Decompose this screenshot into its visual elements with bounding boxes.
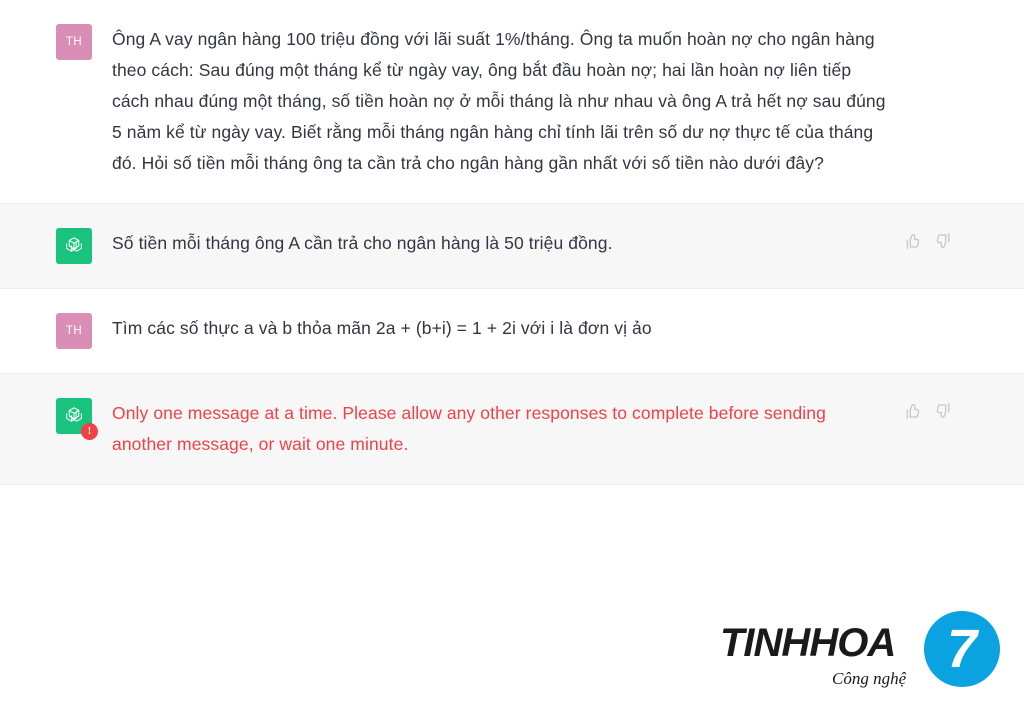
avatar-container: [0, 313, 112, 349]
message-body: [112, 228, 902, 259]
thumbs-down-icon[interactable]: [936, 402, 954, 420]
message-row-assistant-error: [0, 373, 1024, 485]
message-text: Tìm các số thực a và b thỏa mãn 2a + (b+i) = 1 + 2i với i là đơn vị ảo: [112, 318, 652, 338]
message-row-user: [0, 0, 1024, 203]
message-row-user: [0, 289, 1024, 373]
avatar-user: [56, 24, 92, 60]
feedback-actions: [902, 228, 1002, 250]
avatar-container: [0, 398, 112, 437]
message-text: Ông A vay ngân hàng 100 triệu đồng với lãi suất 1%/tháng. Ông ta muốn hoàn nợ cho ngân hàng theo cách: Sau đúng một tháng kể từ ngày vay, ông bắt đầu hoàn nợ; hai lần hoàn nợ liên tiếp cách nhau đúng một tháng, số tiền hoàn nợ ở mỗi tháng là như nhau và ông A trả hết nợ sau đúng 5 năm kể từ ngày vay. Biết rằng mỗi tháng ngân hàng chỉ tính lãi trên số dư nợ thực tế của tháng đó. Hỏi số tiền mỗi tháng ông ta cần trả cho ngân hàng gần nhất với số tiền nào dưới đây?: [112, 29, 886, 173]
message-body: [112, 24, 902, 179]
watermark: [710, 607, 1010, 697]
avatar-container: [0, 24, 112, 60]
avatar-initials: TH: [65, 325, 83, 337]
error-message-text: Only one message at a time. Please allow any other responses to complete before sending another message, or wait one minute.: [112, 403, 826, 454]
feedback-actions: [902, 398, 1002, 420]
message-row-assistant: [0, 203, 1024, 289]
openai-logo-icon: [63, 405, 85, 427]
thumbs-down-icon[interactable]: [936, 232, 954, 250]
watermark-brand: TINHHOA: [720, 621, 896, 665]
message-text: Số tiền mỗi tháng ông A cần trả cho ngân hàng là 50 triệu đồng.: [112, 233, 613, 253]
avatar-user: [56, 313, 92, 349]
thumbs-up-icon[interactable]: [902, 232, 920, 250]
watermark-badge: 7: [924, 611, 1000, 687]
message-body: [112, 313, 902, 344]
thumbs-up-icon[interactable]: [902, 402, 920, 420]
error-badge-icon: !: [81, 423, 98, 440]
avatar-assistant: [56, 398, 92, 437]
avatar-initials: TH: [65, 36, 83, 48]
avatar-assistant: [56, 228, 92, 264]
message-body: [112, 398, 902, 460]
watermark-tagline: Công nghệ: [832, 669, 907, 688]
openai-logo-icon: [63, 235, 85, 257]
avatar-container: [0, 228, 112, 264]
